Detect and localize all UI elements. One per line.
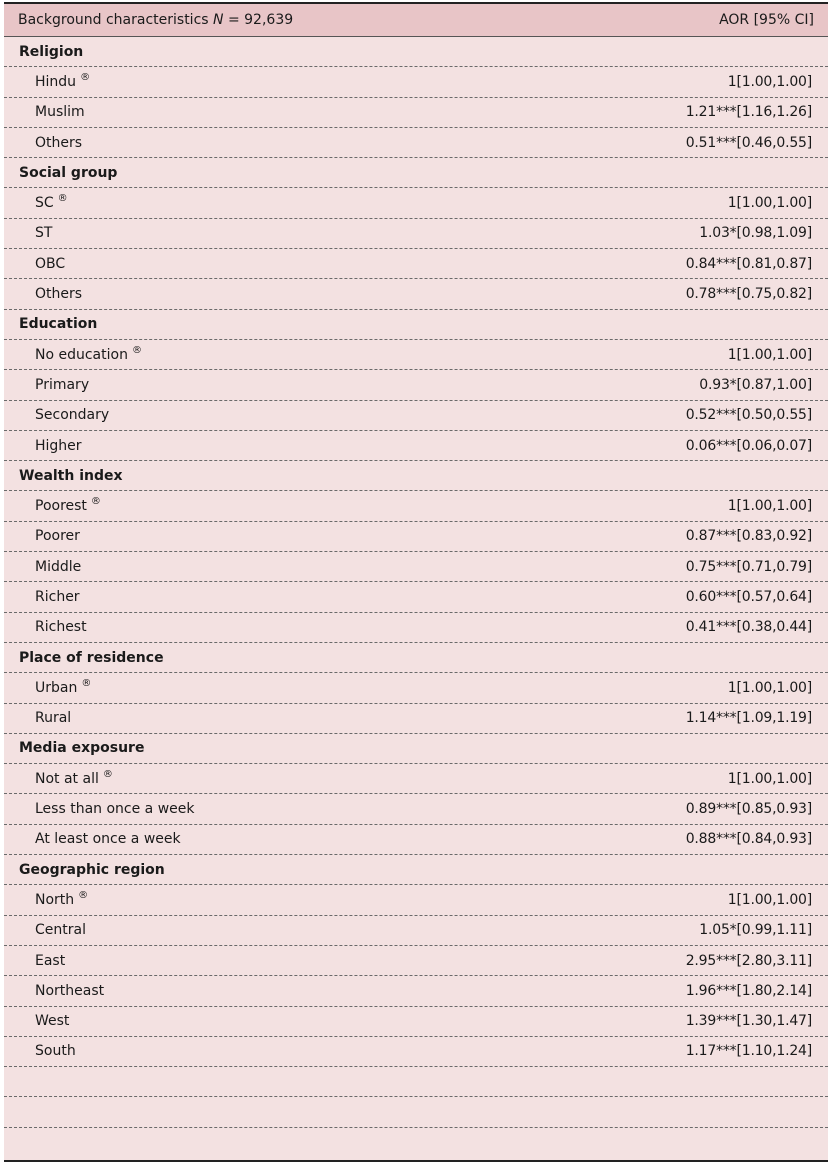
aor-value: 1[1.00,1.00]	[727, 679, 812, 696]
reference-category-marker: ®	[102, 769, 113, 781]
group-title: Geographic region	[19, 861, 165, 878]
aor-value: 0.78***[0.75,0.82]	[685, 286, 812, 303]
row-label-text: Richest	[35, 619, 87, 636]
empty-row	[4, 1067, 828, 1097]
reference-category-marker: ®	[90, 496, 101, 508]
table-row	[4, 128, 828, 158]
row-label	[19, 892, 88, 908]
row-label	[19, 104, 85, 120]
row-label	[19, 983, 104, 999]
table-row	[4, 552, 828, 582]
empty-row	[4, 1097, 828, 1127]
group-title: Place of residence	[19, 649, 164, 666]
row-label-text: Less than once a week	[35, 801, 195, 818]
header-label: Background characteristics	[18, 12, 209, 28]
aor-value: 1[1.00,1.00]	[727, 346, 812, 363]
row-label	[19, 710, 71, 726]
aor-value: 1[1.00,1.00]	[727, 891, 812, 908]
group-title: Religion	[19, 43, 84, 60]
table-row	[4, 582, 828, 612]
row-label	[19, 377, 89, 393]
group-header-row	[4, 734, 828, 764]
row-label-text: Urban	[35, 679, 78, 696]
table-header-row	[4, 4, 828, 37]
table-row	[4, 188, 828, 218]
aor-value: 0.06***[0.06,0.07]	[685, 437, 812, 454]
row-label	[19, 195, 68, 211]
row-label-text: Primary	[35, 376, 90, 393]
row-label	[19, 619, 87, 635]
row-label-text: Northeast	[35, 982, 105, 999]
aor-value: 1.05*[0.99,1.11]	[699, 922, 812, 939]
table-row	[4, 916, 828, 946]
row-label-text: Middle	[35, 558, 82, 575]
row-label-text: Muslim	[35, 104, 85, 121]
table-row	[4, 1007, 828, 1037]
row-label-text: ST	[35, 225, 53, 242]
table-row	[4, 613, 828, 643]
row-label	[19, 801, 194, 817]
group-header-row	[4, 461, 828, 491]
table-row	[4, 764, 828, 794]
table-row	[4, 219, 828, 249]
row-label-text: Rural	[35, 710, 72, 727]
table-row	[4, 704, 828, 734]
table-row	[4, 825, 828, 855]
aor-value: 1[1.00,1.00]	[727, 498, 812, 515]
aor-value: 1.96***[1.80,2.14]	[685, 982, 812, 999]
sample-size-symbol: N	[213, 12, 224, 28]
row-label-text: No education	[35, 346, 128, 363]
reference-category-marker: ®	[57, 193, 68, 205]
group-title: Education	[19, 316, 98, 333]
group-header-row	[4, 37, 828, 67]
aor-value: 0.60***[0.57,0.64]	[685, 588, 812, 605]
group-header-row	[4, 855, 828, 885]
table-row	[4, 522, 828, 552]
reference-category-marker: ®	[131, 344, 142, 356]
reference-category-marker: ®	[81, 678, 92, 690]
row-label	[19, 680, 91, 696]
row-label-text: West	[35, 1013, 70, 1030]
row-label	[19, 1013, 69, 1029]
table-row	[4, 431, 828, 461]
row-label	[19, 559, 81, 575]
table-row	[4, 98, 828, 128]
group-title: Social group	[19, 164, 118, 181]
group-title: Media exposure	[19, 740, 145, 757]
aor-value: 0.93*[0.87,1.00]	[699, 376, 812, 393]
table-row	[4, 976, 828, 1006]
row-label	[19, 498, 101, 514]
table-row	[4, 885, 828, 915]
regression-table	[4, 2, 828, 1162]
row-label	[19, 225, 52, 241]
row-label	[19, 771, 113, 787]
aor-value: 1[1.00,1.00]	[727, 195, 812, 212]
group-header-row	[4, 643, 828, 673]
aor-value: 0.87***[0.83,0.92]	[685, 528, 812, 545]
row-label	[19, 922, 86, 938]
column-header-aor: AOR [95% CI]	[719, 12, 814, 28]
table-row	[4, 946, 828, 976]
row-label	[19, 1043, 76, 1059]
aor-value: 0.89***[0.85,0.93]	[685, 801, 812, 818]
table-row	[4, 370, 828, 400]
table-row	[4, 1037, 828, 1067]
row-label-text: Central	[35, 922, 86, 939]
row-label-text: Secondary	[35, 407, 110, 424]
row-label-text: At least once a week	[35, 831, 181, 848]
row-label	[19, 953, 65, 969]
aor-value: 0.84***[0.81,0.87]	[685, 255, 812, 272]
table-row	[4, 673, 828, 703]
row-label-text: South	[35, 1043, 76, 1060]
row-label-text: Poorer	[35, 528, 80, 545]
table-body	[4, 37, 828, 1128]
group-header-row	[4, 158, 828, 188]
row-label	[19, 344, 142, 363]
aor-value: 1.17***[1.10,1.24]	[685, 1043, 812, 1060]
reference-category-marker: ®	[80, 72, 91, 84]
table-row	[4, 401, 828, 431]
aor-value: 1.21***[1.16,1.26]	[685, 104, 812, 121]
row-label	[19, 74, 90, 90]
row-label	[19, 135, 82, 151]
row-label-text: SC	[35, 195, 54, 212]
aor-value: 0.41***[0.38,0.44]	[685, 619, 812, 636]
table-row	[4, 794, 828, 824]
table-row	[4, 340, 828, 370]
aor-value: 0.88***[0.84,0.93]	[685, 831, 812, 848]
table-row	[4, 279, 828, 309]
row-label	[19, 438, 82, 454]
aor-value: 0.52***[0.50,0.55]	[685, 407, 812, 424]
row-label	[19, 286, 82, 302]
aor-value: 2.95***[2.80,3.11]	[685, 952, 812, 969]
aor-value: 1.14***[1.09,1.19]	[685, 710, 812, 727]
row-label-text: Others	[35, 134, 83, 151]
row-label	[19, 589, 80, 605]
row-label	[19, 256, 65, 272]
aor-value: 0.75***[0.71,0.79]	[685, 558, 812, 575]
group-header-row	[4, 310, 828, 340]
row-label-text: Poorest	[35, 498, 87, 515]
row-label	[19, 831, 181, 847]
table-row	[4, 491, 828, 521]
row-label-text: Hindu	[35, 73, 77, 90]
aor-value: 1[1.00,1.00]	[727, 770, 812, 787]
row-label-text: Higher	[35, 437, 82, 454]
row-label-text: North	[35, 891, 75, 908]
column-header-characteristics	[18, 12, 293, 28]
aor-value: 1.03*[0.98,1.09]	[699, 225, 812, 242]
aor-value: 0.51***[0.46,0.55]	[685, 134, 812, 151]
aor-value: 1[1.00,1.00]	[727, 73, 812, 90]
reference-category-marker: ®	[78, 890, 89, 902]
row-label	[19, 407, 109, 423]
row-label-text: OBC	[35, 255, 66, 272]
row-label-text: Others	[35, 286, 83, 303]
row-label	[19, 528, 80, 544]
group-title: Wealth index	[19, 467, 123, 484]
row-label-text: East	[35, 952, 66, 969]
table-row	[4, 249, 828, 279]
table-row	[4, 67, 828, 97]
aor-value: 1.39***[1.30,1.47]	[685, 1013, 812, 1030]
row-label-text: Richer	[35, 588, 80, 605]
sample-size-value: = 92,639	[227, 12, 294, 28]
row-label-text: Not at all	[35, 770, 99, 787]
